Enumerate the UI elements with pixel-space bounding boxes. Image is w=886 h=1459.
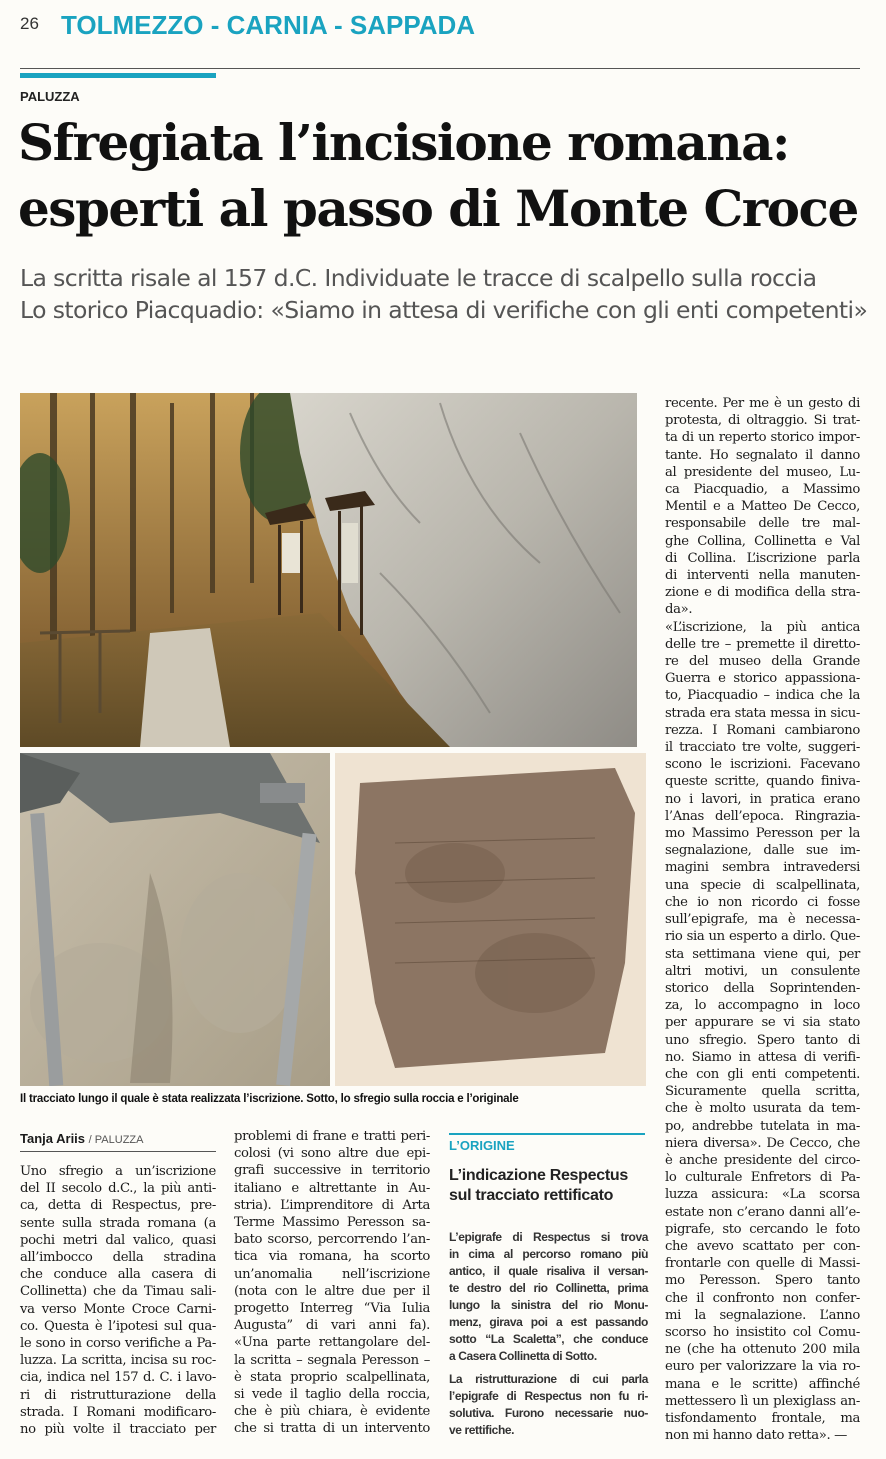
text-line: strada era stata messa in sicu-	[665, 705, 860, 721]
text-line: che è più chiara, è evidente	[234, 1404, 430, 1420]
text-line: non mi hanno dato retta». —	[665, 1428, 848, 1444]
sidebar-rule	[449, 1133, 645, 1135]
text-line: che io non ricordo ci fosse	[665, 894, 860, 910]
text-line: queste scritte, quando finiva-	[665, 774, 860, 790]
text-line: l’epigrafe di Respectus non fu ri-	[449, 1389, 648, 1403]
section-title: TOLMEZZO - CARNIA - SAPPADA	[61, 10, 476, 40]
text-line: sotto “La Scaletta”, che conduce	[449, 1332, 648, 1346]
text-line: no più volte il tracciato per	[20, 1422, 216, 1438]
text-line: ve rettifiche.	[449, 1423, 515, 1437]
text-line: magini sembra intravedersi	[665, 860, 860, 876]
text-line: ne (che ha ottenuto 200 mila	[665, 1342, 860, 1358]
text-line: tante. Ho segnalato il danno	[665, 447, 860, 463]
article-column-3	[665, 395, 860, 1444]
text-line: da».	[665, 602, 693, 618]
text-line: che conduce alla casera di	[20, 1267, 216, 1283]
sidebar-paragraph-2	[449, 1371, 648, 1439]
text-line: stria). L’imprenditore di Arta	[234, 1197, 430, 1213]
author-name: Tanja Ariis	[20, 1131, 86, 1146]
text-line: ta di un reperto storico impor-	[665, 430, 860, 446]
text-line: scono le iscrizioni. Facevano	[665, 757, 860, 773]
text-line: no. Siamo in attesa di verifi-	[665, 1049, 860, 1065]
kicker: PALUZZA	[20, 89, 80, 104]
text-line: (nota con le altre due per il	[234, 1283, 430, 1299]
text-line: un’anomalia nell’iscrizione	[234, 1266, 430, 1282]
text-line: ghe Collina, Collinetta e Val	[665, 533, 860, 549]
text-line: pigrafe, sto cercando le foto	[665, 1221, 860, 1237]
text-line: Uno sfregio a un’iscrizione	[20, 1164, 216, 1179]
text-line: responsabile delle tre mal-	[665, 516, 860, 532]
sidebar-label: L’ORIGINE	[449, 1138, 515, 1153]
text-line: va verso Monte Croce Carni-	[20, 1301, 216, 1317]
text-line: è stata proprio scalpellinata,	[234, 1369, 430, 1385]
text-line: co. Questa è l’ipotesi sul qua-	[20, 1318, 216, 1334]
text-line: no i lavori, in pratica erano	[665, 791, 860, 807]
text-line: pochi metri dal valico, quasi	[20, 1232, 216, 1248]
text-line: sente sulla strada romana (a	[20, 1215, 216, 1231]
subhead-line-2: Lo storico Piacquadio: «Siamo in attesa di verifiche con gli enti competenti»	[20, 296, 868, 324]
text-line: sta settimana viene qui, per	[665, 946, 860, 962]
text-line: lo culturale Enfretors di Pa-	[665, 1170, 860, 1186]
text-line: scorso ho insistito col Comu-	[665, 1324, 860, 1340]
article-column-2	[234, 1128, 430, 1438]
text-line: La ristrutturazione di cui parla	[449, 1372, 648, 1386]
text-line: le sono in corso verifiche a Pa-	[20, 1336, 216, 1352]
text-line: tisfondamento frontale, ma	[665, 1410, 860, 1426]
text-line: grafi successive in territorio	[234, 1163, 430, 1179]
text-line: mi la segnalazione. L’anno	[665, 1307, 860, 1323]
text-line: strada. I Romani modificaro-	[20, 1404, 216, 1420]
text-line: una specie di scalpellinata,	[665, 877, 860, 893]
text-line: ca Piacquadio, a Massimo	[665, 482, 860, 498]
text-line: to, Piacquadio – indica che la	[665, 688, 860, 704]
text-line: L’epigrafe di Respectus si trova	[449, 1230, 648, 1244]
text-line: bato scorso, percorrendo l’an-	[234, 1232, 430, 1248]
text-line: progetto Interreg “Via Iulia	[234, 1301, 430, 1317]
text-line: rio sia un esperto a dirlo. Que-	[665, 929, 860, 945]
text-line: Guerra e storico appassiona-	[665, 671, 860, 687]
text-line: frontarle con quelle di Massi-	[665, 1256, 860, 1272]
text-line: Collinetta) che da Timau sali-	[20, 1284, 216, 1300]
text-line: euro per valorizzare la via ro-	[665, 1359, 860, 1375]
text-line: estate non c’erano danni all’e-	[665, 1204, 860, 1220]
sidebar-title-line-2: sul tracciato rettificato	[449, 1187, 614, 1204]
text-line: altri motivi, un consulente	[665, 963, 860, 979]
text-line: lungo la sinistra del rio Monu-	[449, 1298, 648, 1312]
article-column-1	[20, 1163, 216, 1438]
text-line: di interventi nella manuten-	[665, 568, 860, 584]
text-line: «L’iscrizione, la più antica	[665, 619, 860, 635]
rock-damage-photo	[20, 753, 330, 1086]
text-line: al presidente del museo, Lu-	[665, 464, 860, 480]
headline-line-2: esperti al passo di Monte Croce	[18, 179, 858, 238]
subhead-line-1: La scritta risale al 157 d.C. Individuate le tracce di scalpello sulla roccia	[20, 264, 817, 292]
text-line: è anche presidente del circo-	[665, 1152, 860, 1168]
photo-caption: Il tracciato lungo il quale è stata realizzata l’iscrizione. Sotto, lo sfregio sulla roccia e l’originale	[20, 1093, 519, 1105]
text-line: za, lo accompagno in loco	[665, 998, 860, 1014]
byline	[20, 1131, 143, 1146]
text-line: cia, indica nel 157 d. C. i lavo-	[20, 1370, 216, 1386]
text-line: re del museo della Grande	[665, 654, 860, 670]
text-line: problemi di frane e tratti peri-	[234, 1129, 430, 1144]
text-line: mo Peresson. Spero tanto	[665, 1273, 860, 1289]
text-line: segnalazione, dalle sue im-	[665, 843, 860, 859]
text-line: a Casera Collinetta di Sotto.	[449, 1349, 597, 1363]
text-line: antico, il quale risaliva il versan-	[449, 1264, 648, 1278]
text-line: solutiva. Furono necessarie nuo-	[449, 1406, 648, 1420]
headline-line-1: Sfregiata l’incisione romana:	[18, 113, 789, 172]
text-line: in cima al percorso romano più	[449, 1247, 648, 1261]
sidebar-title-line-1: L’indicazione Respectus	[449, 1167, 628, 1184]
text-line: del II secolo d.C., la più anti-	[20, 1181, 216, 1197]
text-line: mettessero lì un plexiglass an-	[665, 1393, 860, 1409]
text-line: che il confronto non confer-	[665, 1290, 860, 1306]
text-line: protesta, di oltraggio. Si trat-	[665, 413, 860, 429]
text-line: zione e di modifica della stra-	[665, 585, 860, 601]
text-line: Sicuramente quella scritta,	[665, 1084, 860, 1100]
text-line: niera diversa». De Cecco, che	[665, 1135, 860, 1151]
text-line: ca, detta di Respectus, pre-	[20, 1198, 216, 1214]
text-line: che si tratta di un intervento	[234, 1421, 430, 1437]
text-line: Augusta” di vari anni fa).	[234, 1318, 430, 1334]
sidebar-title	[449, 1166, 649, 1206]
sidebar-paragraph-1	[449, 1229, 648, 1365]
byline-rule	[20, 1151, 216, 1152]
epigraph-original-photo	[335, 753, 646, 1086]
kicker-bar	[20, 73, 216, 78]
text-line: mo Massimo Peresson per la	[665, 826, 860, 842]
text-line: «Una parte rettangolare del-	[234, 1335, 430, 1351]
text-line: te destro del rio Collinetta, prima	[449, 1281, 648, 1295]
text-line: recente. Per me è un gesto di	[665, 396, 860, 411]
text-line: luzza. La scritta, incisa su roc-	[20, 1353, 216, 1369]
headline	[18, 110, 868, 242]
text-line: po, andrebbe tutelata in ma-	[665, 1118, 860, 1134]
text-line: che avevo scattato per con-	[665, 1238, 860, 1254]
text-line: menz, girava poi a est passando	[449, 1315, 648, 1329]
text-line: mana e le scritte) affinché	[665, 1376, 860, 1392]
text-line: che con gli enti competenti.	[665, 1066, 860, 1082]
text-line: per appurare se vi sia stato	[665, 1015, 860, 1031]
text-line: all’imbocco della stradina	[20, 1250, 216, 1266]
text-line: colosi (vi sono altre due epi-	[234, 1146, 430, 1162]
page-number: 26	[20, 14, 39, 33]
text-line: sull’epigrafe, ma è necessa-	[665, 912, 860, 928]
text-line: ri di ristrutturazione della	[20, 1387, 216, 1403]
text-line: si vede il taglio della roccia,	[234, 1387, 430, 1403]
text-line: il tracciato tre volte, suggeri-	[665, 740, 860, 756]
author-place: / PALUZZA	[88, 1134, 144, 1146]
text-line: di Collina. L’iscrizione parla	[665, 550, 860, 566]
text-line: italiano e altrettante in Au-	[234, 1180, 430, 1196]
text-line: storico della Soprintenden-	[665, 980, 860, 996]
text-line: rezza. I Romani cambiarono	[665, 722, 860, 738]
text-line: Mentil e a Matteo De Cecco,	[665, 499, 860, 515]
text-line: delle tre – premette il diretto-	[665, 636, 860, 652]
text-line: uno sfregio. Spero tanto di	[665, 1032, 860, 1048]
text-line: Terme Massimo Peresson sa-	[234, 1215, 430, 1231]
text-line: che è molto usurata da tem-	[665, 1101, 860, 1117]
subheadline	[20, 262, 867, 326]
text-line: la scritta – segnala Peresson –	[234, 1352, 430, 1368]
text-line: luzza assicura: «La scorsa	[665, 1187, 860, 1203]
text-line: l’Anas dell’epoca. Ringrazia-	[665, 808, 860, 824]
text-line: tica via romana, ha scorto	[234, 1249, 430, 1265]
header-rule	[20, 68, 860, 69]
trail-photo	[20, 393, 637, 747]
